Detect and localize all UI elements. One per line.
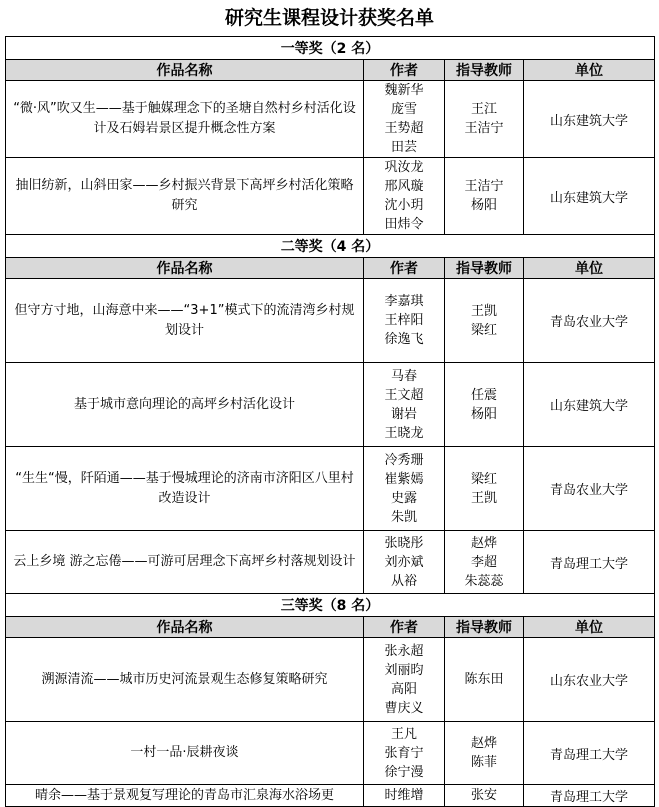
awards-table-body: [6, 37, 655, 807]
table-row: [6, 158, 655, 235]
author-name: 徐逸飞: [384, 332, 424, 347]
author-name: 王梓阳: [384, 313, 424, 328]
work-title: 基于城市意向理论的高坪乡村活化设计: [73, 396, 295, 412]
author-name: 马春: [390, 368, 417, 384]
advisor-name: 赵烨: [470, 535, 497, 551]
authors-cell: [364, 158, 445, 235]
advisor-name: 陈东田: [464, 672, 504, 687]
authors-cell: [364, 531, 445, 594]
author-name: 史露: [390, 490, 417, 506]
work-title: 云上乡境 游之忘倦——可游可居理念下高坪乡村落规划设计: [13, 554, 356, 569]
author-name: 张永超: [384, 643, 424, 659]
author-name: 徐宁漫: [384, 764, 424, 780]
column-header-work: 作品名称: [6, 258, 364, 279]
author-name: 高阳: [390, 681, 417, 697]
advisor-name: 梁红: [470, 322, 497, 338]
author-name: 从裕: [390, 573, 417, 589]
table-row: [6, 279, 655, 363]
advisors-cell: [445, 638, 524, 722]
author-name: 刘丽昀: [384, 662, 424, 678]
advisor-name: 陈菲: [470, 755, 497, 770]
advisor-name: 赵烨: [470, 736, 497, 751]
work-title: 但守方寸地，山海意中来——“3+1”模式下的流清湾乡村规划设计: [14, 302, 355, 338]
author-name: 田炜令: [384, 217, 424, 232]
author-name: 王文超: [384, 387, 424, 403]
author-name: 王凡: [390, 726, 417, 742]
award-level-label: 三等奖（8 名）: [6, 594, 655, 617]
advisor-name: 杨阳: [470, 198, 497, 213]
award-section-heading: [6, 594, 655, 617]
column-header-advisor: 指导教师: [445, 617, 524, 638]
column-header-advisor: 指导教师: [445, 60, 524, 81]
author-name: 沈小玥: [384, 198, 424, 213]
column-header-row: [6, 258, 655, 279]
unit-cell: 青岛理工大学: [524, 785, 655, 807]
work-title-cell: [6, 447, 364, 531]
advisor-name: 杨阳: [470, 406, 497, 422]
unit-cell: 山东建筑大学: [524, 81, 655, 158]
unit-cell: 山东建筑大学: [524, 363, 655, 447]
work-title: 抽旧纺新，山斜田家——乡村振兴背景下高坪乡村活化策略研究: [15, 178, 354, 213]
advisor-name: 朱蕊蕊: [464, 573, 504, 589]
work-title: “微·风”吹又生——基于触媒理念下的圣塘自然村乡村活化设计及石姆岩景区提升概念性方案: [13, 101, 356, 136]
author-name: 张育宁: [384, 745, 424, 761]
authors-cell: [364, 785, 445, 807]
work-title-cell: [6, 363, 364, 447]
advisor-name: 王凯: [470, 303, 497, 319]
table-row: [6, 638, 655, 722]
unit-cell: 青岛农业大学: [524, 279, 655, 363]
advisors-cell: [445, 81, 524, 158]
column-header-row: [6, 617, 655, 638]
advisor-name: 任震: [470, 387, 497, 403]
table-row: [6, 531, 655, 594]
table-row: [6, 81, 655, 158]
advisor-name: 王洁宁: [464, 179, 504, 194]
awards-table: [5, 36, 655, 807]
author-name: 邢风璇: [384, 179, 424, 194]
advisor-name: 王洁宁: [464, 121, 504, 136]
unit-cell: 山东建筑大学: [524, 158, 655, 235]
table-row: [6, 722, 655, 785]
authors-cell: [364, 363, 445, 447]
author-name: 曹庆义: [384, 700, 424, 716]
author-name: 王势超: [384, 121, 424, 136]
table-row: [6, 447, 655, 531]
table-row: [6, 785, 655, 807]
author-name: 田芸: [390, 140, 417, 155]
advisors-cell: [445, 531, 524, 594]
work-title: 晴余——基于景观复写理论的青岛市汇泉海水浴场更: [34, 787, 334, 803]
work-title-cell: [6, 785, 364, 807]
authors-cell: [364, 447, 445, 531]
author-name: 李嘉琪: [384, 294, 424, 309]
author-name: 时维增: [384, 788, 424, 803]
column-header-author: 作者: [364, 617, 445, 638]
author-name: 朱凯: [390, 509, 417, 525]
author-name: 崔紫嫣: [384, 471, 424, 487]
author-name: 王晓龙: [384, 425, 424, 441]
work-title-cell: [6, 81, 364, 158]
work-title: 一村一品·辰耕夜谈: [130, 745, 239, 760]
table-row: [6, 363, 655, 447]
unit-cell: 青岛农业大学: [524, 447, 655, 531]
work-title: 溯源清流——城市历史河流景观生态修复策略研究: [41, 671, 328, 687]
column-header-work: 作品名称: [6, 617, 364, 638]
advisors-cell: [445, 447, 524, 531]
advisors-cell: [445, 158, 524, 235]
page-title: 研究生课程设计获奖名单: [224, 7, 434, 29]
author-name: 巩汝龙: [384, 160, 424, 175]
work-title-cell: [6, 158, 364, 235]
work-title-cell: [6, 279, 364, 363]
column-header-author: 作者: [364, 258, 445, 279]
author-name: 庞雪: [390, 102, 417, 117]
unit-cell: 山东农业大学: [524, 638, 655, 722]
column-header-unit: 单位: [524, 60, 655, 81]
authors-cell: [364, 638, 445, 722]
advisors-cell: [445, 722, 524, 785]
award-level-label: 一等奖（2 名）: [6, 37, 655, 60]
column-header-author: 作者: [364, 60, 445, 81]
author-name: 冷秀珊: [384, 452, 424, 468]
author-name: 谢岩: [390, 406, 417, 422]
work-title-cell: [6, 722, 364, 785]
award-level-label: 二等奖（4 名）: [6, 235, 655, 258]
column-header-advisor: 指导教师: [445, 258, 524, 279]
award-section-heading: [6, 235, 655, 258]
authors-cell: [364, 722, 445, 785]
author-name: 刘亦斌: [384, 554, 424, 570]
column-header-work: 作品名称: [6, 60, 364, 81]
authors-cell: [364, 279, 445, 363]
advisors-cell: [445, 363, 524, 447]
award-section-heading: [6, 37, 655, 60]
authors-cell: [364, 81, 445, 158]
unit-cell: 青岛理工大学: [524, 531, 655, 594]
advisor-name: 王凯: [470, 490, 497, 506]
work-title-cell: [6, 531, 364, 594]
column-header-unit: 单位: [524, 258, 655, 279]
advisors-cell: [445, 279, 524, 363]
advisor-name: 李超: [470, 554, 497, 570]
column-header-unit: 单位: [524, 617, 655, 638]
author-name: 魏新华: [384, 83, 424, 98]
advisor-name: 梁红: [470, 471, 497, 487]
advisor-name: 张安: [470, 788, 497, 803]
work-title-cell: [6, 638, 364, 722]
author-name: 张晓彤: [384, 535, 424, 551]
work-title: “生生“慢，阡陌通——基于慢城理论的济南市济阳区八里村改造设计: [15, 470, 354, 506]
unit-cell: 青岛理工大学: [524, 722, 655, 785]
advisor-name: 王江: [470, 102, 497, 117]
advisors-cell: [445, 785, 524, 807]
column-header-row: [6, 60, 655, 81]
